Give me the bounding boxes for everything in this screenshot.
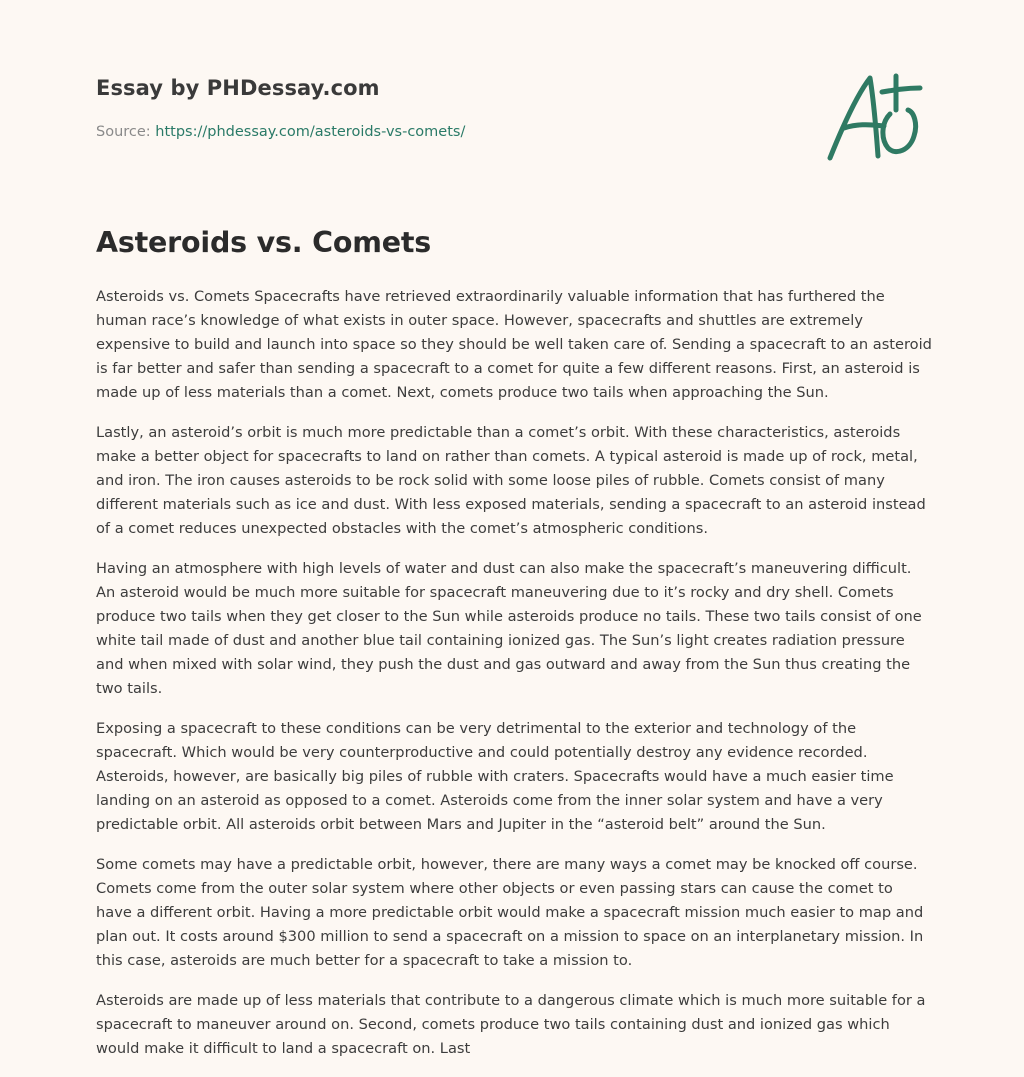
source-link[interactable]: https://phdessay.com/asteroids-vs-comets/ [155, 124, 466, 140]
essay-paragraph: Having an atmosphere with high levels of water and dust can also make the spacecraft’s maneuvering difficult. An asteroid would be much more suitable for spacecraft maneuvering due to it’s rocky and dry shell. Comets produce two tails when they get closer to the Sun while asteroids produce no tails. These two tails consist of one white tail made of dust and another blue tail containing ionized gas. The Sun’s light creates radiation pressure and when mixed with solar wind, they push the dust and gas outward and away from the Sun thus creating the two tails. [96, 560, 922, 697]
essay-title: Asteroids vs. Comets [96, 226, 432, 259]
essay-paragraph: Exposing a spacecraft to these conditions can be very detrimental to the exterior and technology of the spacecraft. Which would be very counterproductive and could potentially destroy any evidence recorded. Asteroids, however, are basically big piles of rubble with craters. Spacecrafts would have a much easier time landing on an asteroid as opposed to a comet. Asteroids come from the inner solar system and have a very predictable orbit. All asteroids orbit between Mars and Jupiter in the “asteroid belt” around the Sun. [96, 720, 894, 833]
a-plus-logo-icon [824, 66, 928, 166]
essay-body [96, 285, 932, 1077]
essay-paragraph: Lastly, an asteroid’s orbit is much more predictable than a comet’s orbit. With these characteristics, asteroids make a better object for spacecrafts to land on rather than comets. A typical asteroid is made up of rock, metal, and iron. The iron causes asteroids to be rock solid with some loose piles of rubble. Comets consist of many different materials such as ice and dust. With less exposed materials, sending a spacecraft to an asteroid instead of a comet reduces unexpected obstacles with the comet’s atmospheric conditions. [96, 424, 926, 537]
source-line [96, 124, 465, 140]
essay-paragraph: Some comets may have a predictable orbit, however, there are many ways a comet may be knocked off course. Comets come from the outer solar system where other objects or even passing stars can cause the comet to have a different orbit. Having a more predictable orbit would make a spacecraft mission much easier to map and plan out. It costs around $300 million to send a spacecraft on a mission to space on an interplanetary mission. In this case, asteroids are much better for a spacecraft to take a mission to. [96, 856, 924, 969]
source-label: Source: [96, 124, 151, 140]
essay-paragraph: Asteroids are made up of less materials that contribute to a dangerous climate which is much more suitable for a spacecraft to maneuver around on. Second, comets produce two tails containing dust and ionized gas which would make it difficult to land a spacecraft on. Last [96, 992, 926, 1057]
site-title: Essay by PHDessay.com [96, 76, 380, 100]
essay-paragraph: Asteroids vs. Comets Spacecrafts have retrieved extraordinarily valuable information that has furthered the human race’s knowledge of what exists in outer space. However, spacecrafts and shuttles are extremely expensive to build and launch into space so they should be well taken care of. Sending a spacecraft to an asteroid is far better and safer than sending a spacecraft to a comet for quite a few different reasons. First, an asteroid is made up of less materials than a comet. Next, comets produce two tails when approaching the Sun. [96, 288, 932, 401]
